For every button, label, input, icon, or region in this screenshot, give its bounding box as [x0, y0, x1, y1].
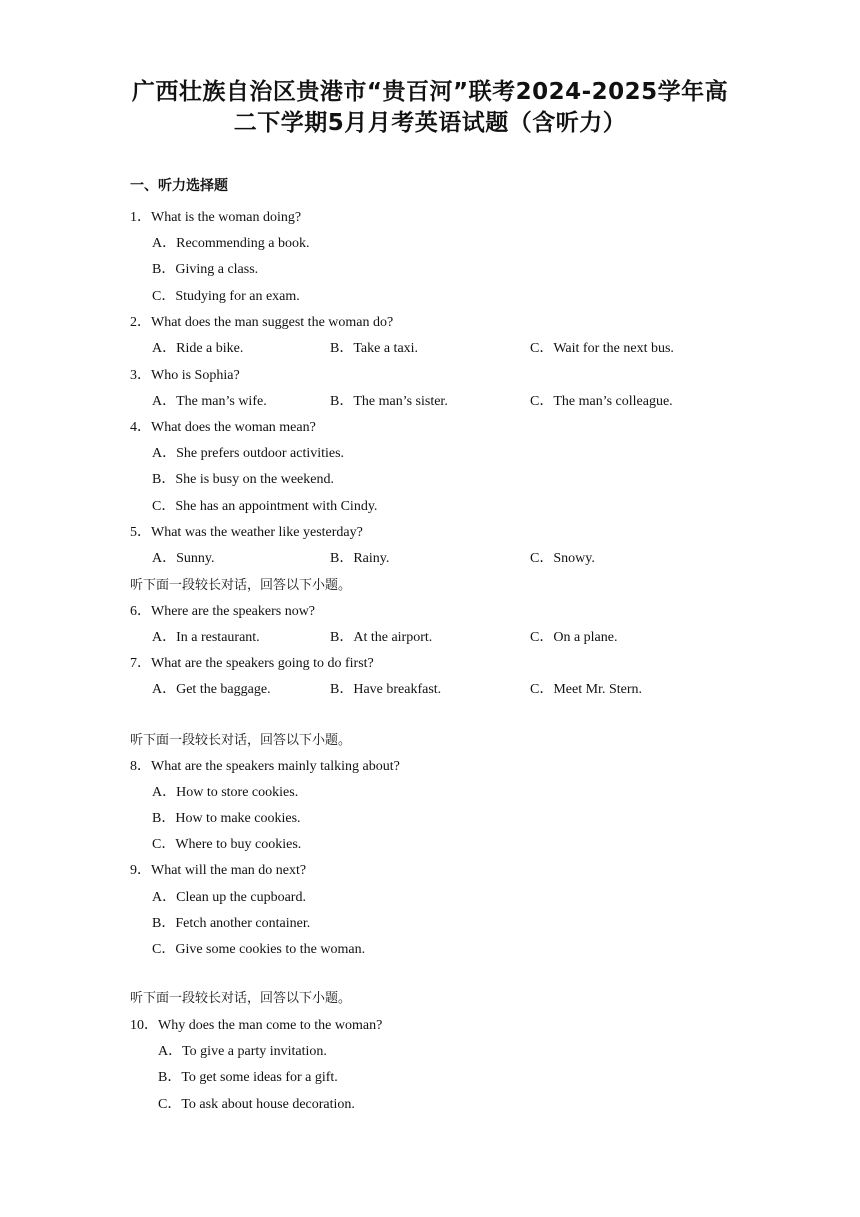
q3-option-c: C．The man’s colleague. [530, 394, 673, 409]
q10-option-b: B．To get some ideas for a gift. [158, 1070, 338, 1085]
section-heading: 一、听力选择题 [130, 178, 228, 194]
q2-option-c: C．Wait for the next bus. [530, 341, 674, 356]
q5-option-b: B．Rainy. [330, 551, 390, 566]
q1-option-c: C．Studying for an exam. [152, 289, 300, 304]
q6-option-a: A．In a restaurant. [152, 630, 260, 645]
q9-option-b: B．Fetch another container. [152, 916, 311, 931]
q5-option-a: A．Sunny. [152, 551, 215, 566]
document-title-line-1: 广西壮族自治区贵港市“贵百河”联考2024-2025学年高 [131, 79, 729, 105]
q9-option-c: C．Give some cookies to the woman. [152, 942, 366, 957]
question-6: 6．Where are the speakers now? [130, 604, 316, 619]
question-9: 9．What will the man do next? [130, 863, 307, 878]
question-2: 2．What does the man suggest the woman do? [130, 315, 394, 330]
document-title-line-2: 二下学期5月月考英语试题（含听力） [233, 110, 627, 136]
dialogue-instruction: 听下面一段较长对话，回答以下小题。 [130, 578, 352, 593]
q8-option-a: A．How to store cookies. [152, 785, 299, 800]
dialogue-instruction: 听下面一段较长对话，回答以下小题。 [130, 991, 352, 1006]
dialogue-instruction: 听下面一段较长对话，回答以下小题。 [130, 733, 352, 748]
q7-option-a: A．Get the baggage. [152, 682, 271, 697]
q3-option-a: A．The man’s wife. [152, 394, 267, 409]
q6-option-c: C．On a plane. [530, 630, 618, 645]
question-10: 10．Why does the man come to the woman? [130, 1018, 383, 1033]
q2-option-b: B．Take a taxi. [330, 341, 419, 356]
q8-option-c: C．Where to buy cookies. [152, 837, 302, 852]
q6-option-b: B．At the airport. [330, 630, 433, 645]
q9-option-a: A．Clean up the cupboard. [152, 890, 306, 905]
q8-option-b: B．How to make cookies. [152, 811, 301, 826]
question-1: 1．What is the woman doing? [130, 210, 302, 225]
question-8: 8．What are the speakers mainly talking about? [130, 759, 400, 774]
q4-option-b: B．She is busy on the weekend. [152, 472, 334, 487]
question-7: 7．What are the speakers going to do first? [130, 656, 374, 671]
q4-option-a: A．She prefers outdoor activities. [152, 446, 345, 461]
q1-option-b: B．Giving a class. [152, 262, 259, 277]
q4-option-c: C．She has an appointment with Cindy. [152, 499, 378, 514]
q10-option-a: A．To give a party invitation. [158, 1044, 327, 1059]
q5-option-c: C．Snowy. [530, 551, 595, 566]
question-3: 3．Who is Sophia? [130, 368, 240, 383]
q7-option-c: C．Meet Mr. Stern. [530, 682, 642, 697]
q2-option-a: A．Ride a bike. [152, 341, 244, 356]
q3-option-b: B．The man’s sister. [330, 394, 448, 409]
q7-option-b: B．Have breakfast. [330, 682, 442, 697]
q1-option-a: A．Recommending a book. [152, 236, 310, 251]
question-5: 5．What was the weather like yesterday? [130, 525, 363, 540]
question-4: 4．What does the woman mean? [130, 420, 316, 435]
q10-option-c: C．To ask about house decoration. [158, 1097, 355, 1112]
